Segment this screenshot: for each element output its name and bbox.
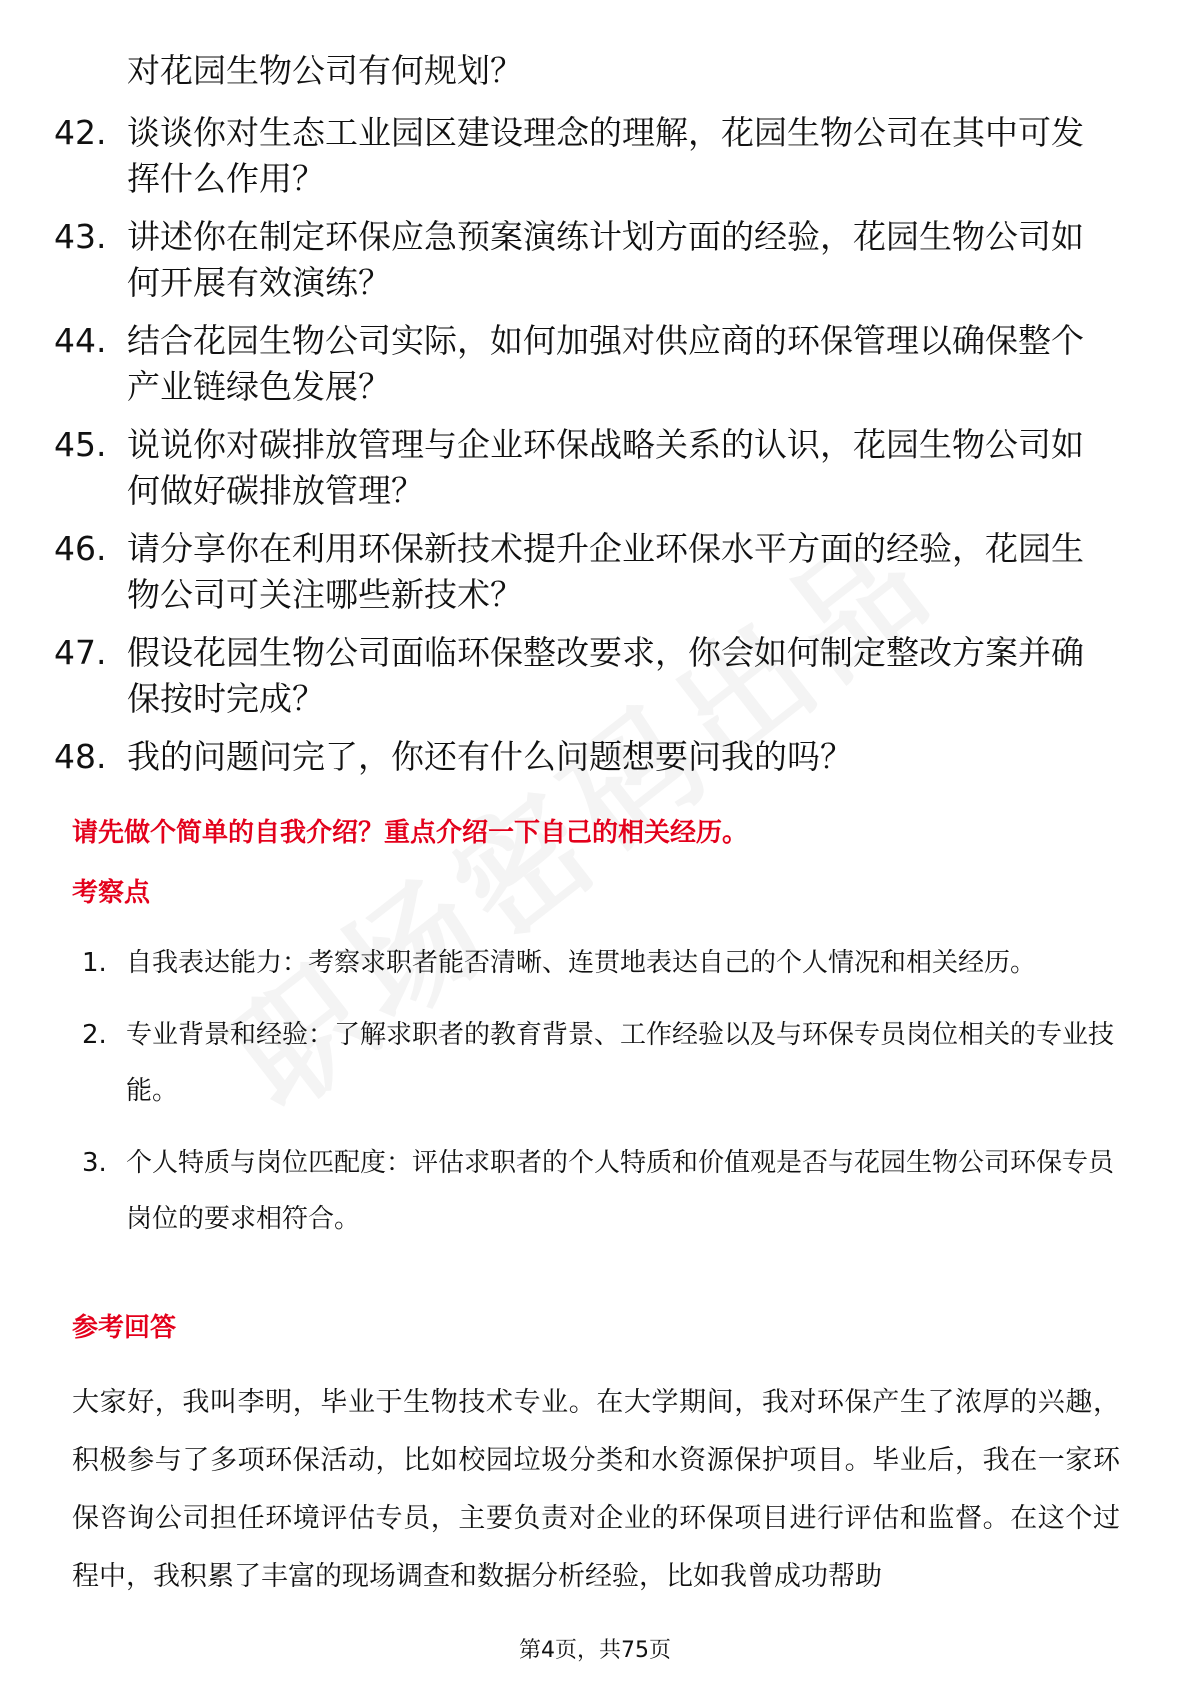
question-item <box>54 318 1114 410</box>
question-item <box>54 734 1114 780</box>
reference-answer-label: 参考回答 <box>72 1313 177 1343</box>
question-text: 讲述你在制定环保应急预案演练计划方面的经验，花园生物公司如何开展有效演练？ <box>127 217 1084 302</box>
question-number: 45. <box>54 425 107 464</box>
question-item <box>54 422 1114 514</box>
question-item <box>54 214 1114 306</box>
assessment-label: 考察点 <box>72 878 151 908</box>
question-number: 48. <box>54 737 107 776</box>
point-number: 3. <box>82 1148 107 1178</box>
point-text: 专业背景和经验：了解求职者的教育背景、工作经验以及与环保专员岗位相关的专业技能。 <box>126 1020 1115 1106</box>
question-list <box>54 110 1114 792</box>
assessment-point <box>82 1007 1122 1119</box>
question-item <box>54 630 1114 722</box>
assessment-points-list <box>82 935 1122 1263</box>
assessment-point <box>82 935 1122 991</box>
question-number: 44. <box>54 321 107 360</box>
question-text: 请分享你在利用环保新技术提升企业环保水平方面的经验，花园生物公司可关注哪些新技术？ <box>127 529 1084 614</box>
question-text: 说说你对碳排放管理与企业环保战略关系的认识，花园生物公司如何做好碳排放管理？ <box>127 425 1084 510</box>
page-footer: 第4页，共75页 <box>519 1638 671 1663</box>
question-number: 47. <box>54 633 107 672</box>
reference-answer-text: 大家好，我叫李明，毕业于生物技术专业。在大学期间，我对环保产生了浓厚的兴趣，积极参与了多项环保活动，比如校园垃圾分类和水资源保护项目。毕业后，我在一家环保咨询公司担任环境评估专员，主要负责对企业的环保项目进行评估和监督。在这个过程中，我积累了丰富的现场调查和数据分析经验，比如我曾成功帮助 <box>72 1387 1120 1592</box>
point-number: 1. <box>82 948 107 978</box>
question-item <box>54 526 1114 618</box>
point-number: 2. <box>82 1020 107 1050</box>
question-text: 结合花园生物公司实际，如何加强对供应商的环保管理以确保整个产业链绿色发展？ <box>127 321 1084 406</box>
question-number: 43. <box>54 217 107 256</box>
featured-question-heading: 请先做个简单的自我介绍？重点介绍一下自己的相关经历。 <box>72 818 749 848</box>
question-number: 46. <box>54 529 107 568</box>
point-text: 个人特质与岗位匹配度：评估求职者的个人特质和价值观是否与花园生物公司环保专员岗位的要求相符合。 <box>126 1148 1115 1234</box>
question-item <box>54 110 1114 202</box>
point-text: 自我表达能力：考察求职者能否清晰、连贯地表达自己的个人情况和相关经历。 <box>126 948 1037 978</box>
question-text: 我的问题问完了，你还有什么问题想要问我的吗？ <box>127 737 853 776</box>
question-continuation: 对花园生物公司有何规划？ <box>127 51 523 90</box>
assessment-point <box>82 1135 1122 1247</box>
question-number: 42. <box>54 113 107 152</box>
question-text: 谈谈你对生态工业园区建设理念的理解，花园生物公司在其中可发挥什么作用？ <box>127 113 1084 198</box>
question-text: 假设花园生物公司面临环保整改要求，你会如何制定整改方案并确保按时完成？ <box>127 633 1084 718</box>
